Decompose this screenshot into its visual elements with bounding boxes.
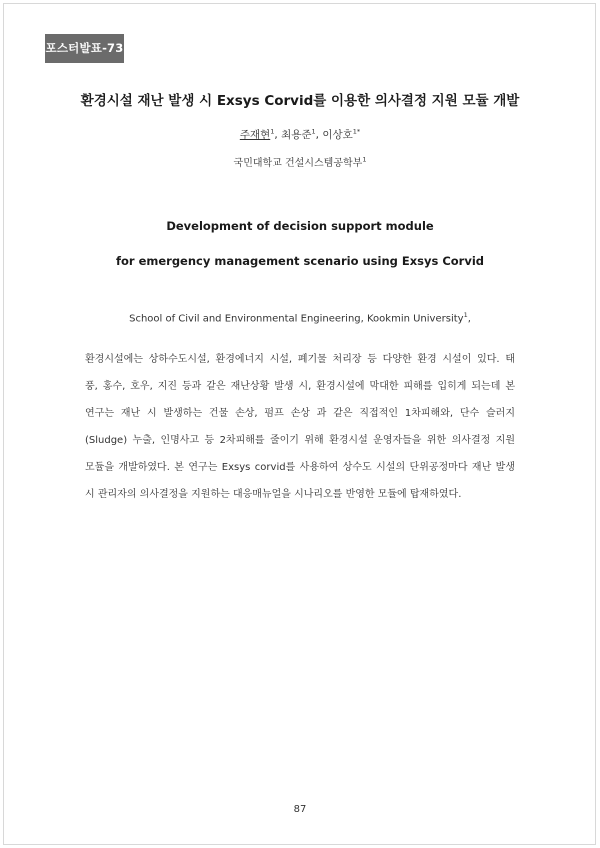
poster-tag-badge: 포스터발표-73 [45, 34, 124, 63]
abstract-line: 모듈을 개발하였다. 본 연구는 Exsys corvid를 사용하여 상수도 시설의 단위공정마다 재난 발생 [85, 462, 515, 473]
page-number: 87 [293, 804, 307, 815]
page-title: 환경시설 재난 발생 시 Exsys Corvid를 이용한 의사결정 지원 모듈 개발 [80, 93, 520, 109]
affiliation-english-text: School of Civil and Environmental Engineering, Kookmin University [129, 313, 464, 325]
author-separator: , [274, 129, 282, 141]
author-3-affiliation-mark: 1* [352, 127, 361, 136]
affiliation-korean-text: 국민대학교 건설시스템공학부 [233, 158, 363, 169]
abstract-line: 풍, 홍수, 호우, 지진 등과 같은 재난상황 발생 시, 환경시설에 막대한 피해를 입히게 되는데 본 [85, 381, 515, 392]
author-name-1: 주재현 [239, 129, 271, 141]
affiliation-english-suffix: , [467, 313, 471, 325]
english-title-line-1: Development of decision support module [166, 219, 434, 233]
abstract-line: 환경시설에는 상하수도시설, 환경에너지 시설, 폐기물 처리장 등 다양한 환경 시설이 있다. 태 [85, 354, 515, 365]
affiliation-english-mark: 1 [463, 311, 468, 319]
abstract-body [85, 353, 515, 515]
abstract-line: (Sludge) 누출, 인명사고 등 2차피해를 줄이기 위해 환경시설 운영자들을 위한 의사결정 지원 [85, 435, 515, 446]
author-separator: , [315, 129, 323, 141]
abstract-line: 시 관리자의 의사결정을 지원하는 대응매뉴얼을 시나리오를 반영한 모듈에 탑재하였다. [85, 489, 462, 500]
author-name-2: 최용준 [281, 129, 312, 141]
affiliation-korean [0, 154, 600, 169]
author-1-affiliation-mark: 1 [270, 127, 275, 136]
english-title-line-2: for emergency management scenario using Exsys Corvid [115, 254, 485, 268]
abstract-line: 연구는 재난 시 발생하는 건물 손상, 펌프 손상 과 같은 직접적인 1차피해와, 단수 슬러지 [85, 408, 515, 419]
author-2-affiliation-mark: 1 [311, 127, 316, 136]
author-name-3: 이상호 [322, 129, 353, 141]
affiliation-english [0, 311, 600, 324]
affiliation-korean-mark: 1 [362, 155, 367, 164]
author-list [0, 127, 600, 142]
